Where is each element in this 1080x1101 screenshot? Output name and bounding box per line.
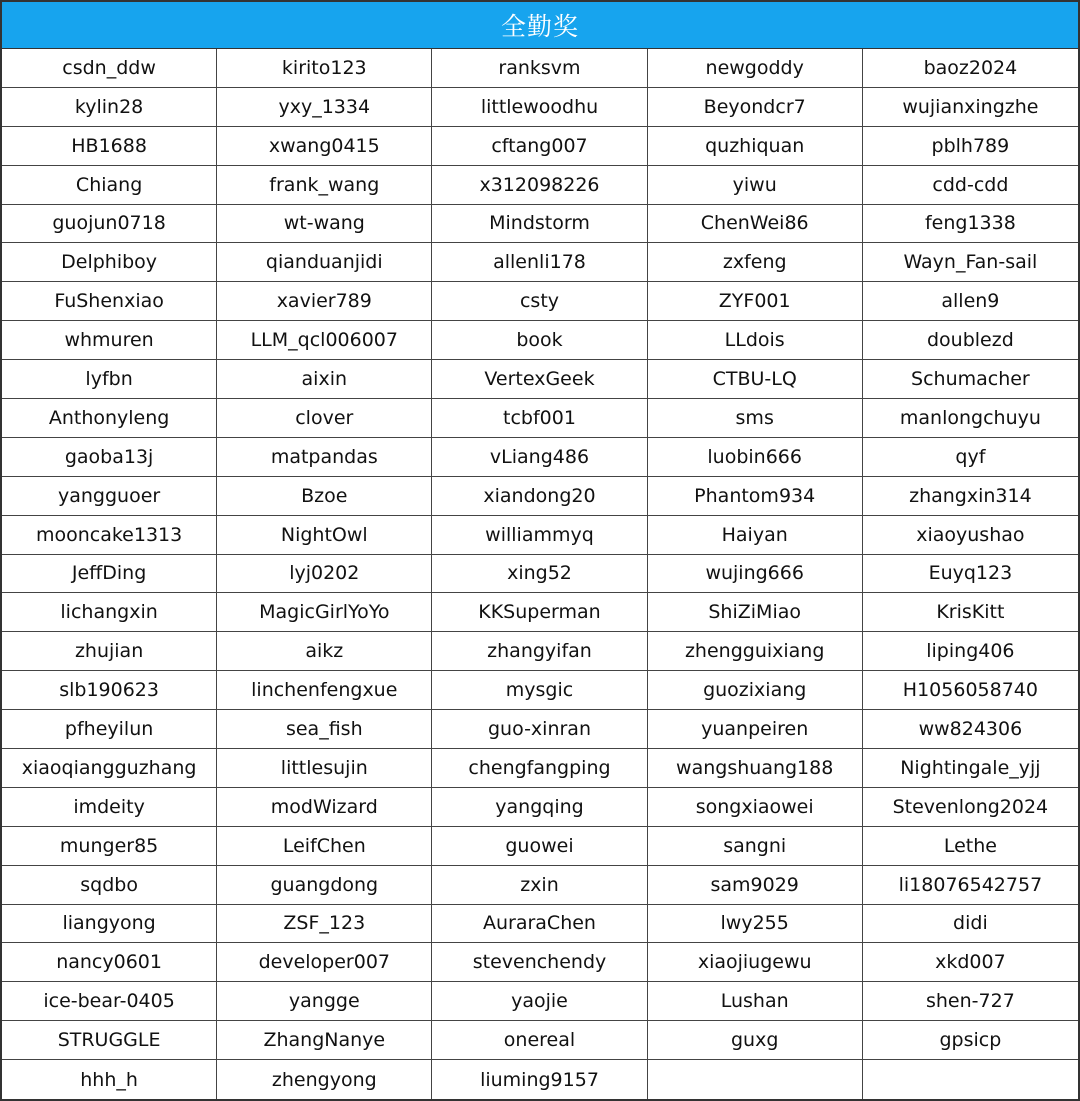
name-cell: mooncake1313 [2,516,217,555]
name-cell: guangdong [217,866,432,905]
name-cell: guowei [432,827,647,866]
name-cell: clover [217,399,432,438]
name-cell: ice-bear-0405 [2,982,217,1021]
name-cell: AuraraChen [432,905,647,944]
name-cell: imdeity [2,788,217,827]
name-cell: qianduanjidi [217,243,432,282]
name-cell: xiaoyushao [863,516,1078,555]
name-cell: gaoba13j [2,438,217,477]
empty-cell [648,1060,863,1099]
name-cell: sms [648,399,863,438]
name-cell: ww824306 [863,710,1078,749]
name-cell: yangguoer [2,477,217,516]
name-cell: VertexGeek [432,360,647,399]
name-cell: FuShenxiao [2,282,217,321]
name-cell: Stevenlong2024 [863,788,1078,827]
name-cell: MagicGirlYoYo [217,593,432,632]
name-cell: guxg [648,1021,863,1060]
name-cell: zhengyong [217,1060,432,1099]
name-cell: guozixiang [648,671,863,710]
name-cell: littlewoodhu [432,88,647,127]
empty-cell [863,1060,1078,1099]
award-title: 全勤奖 [2,2,1078,49]
name-cell: Beyondcr7 [648,88,863,127]
name-cell: gpsicp [863,1021,1078,1060]
name-cell: developer007 [217,943,432,982]
name-cell: frank_wang [217,166,432,205]
name-cell: Wayn_Fan-sail [863,243,1078,282]
name-cell: onereal [432,1021,647,1060]
name-cell: didi [863,905,1078,944]
name-cell: manlongchuyu [863,399,1078,438]
name-cell: Haiyan [648,516,863,555]
name-cell: Delphiboy [2,243,217,282]
name-cell: Phantom934 [648,477,863,516]
name-cell: Euyq123 [863,555,1078,594]
name-cell: xiaojiugewu [648,943,863,982]
name-cell: aikz [217,632,432,671]
name-cell: sangni [648,827,863,866]
name-cell: x312098226 [432,166,647,205]
name-cell: zxin [432,866,647,905]
name-cell: modWizard [217,788,432,827]
name-cell: KrisKitt [863,593,1078,632]
name-cell: guojun0718 [2,205,217,244]
name-cell: lichangxin [2,593,217,632]
name-cell: allenli178 [432,243,647,282]
name-cell: xkd007 [863,943,1078,982]
name-cell: luobin666 [648,438,863,477]
name-cell: wujianxingzhe [863,88,1078,127]
name-cell: quzhiquan [648,127,863,166]
name-cell: pblh789 [863,127,1078,166]
name-cell: cdd-cdd [863,166,1078,205]
name-cell: qyf [863,438,1078,477]
name-cell: sqdbo [2,866,217,905]
name-cell: linchenfengxue [217,671,432,710]
name-cell: littlesujin [217,749,432,788]
name-cell: xing52 [432,555,647,594]
name-cell: KKSuperman [432,593,647,632]
name-cell: guo-xinran [432,710,647,749]
name-cell: cftang007 [432,127,647,166]
name-cell: chengfangping [432,749,647,788]
name-cell: ZYF001 [648,282,863,321]
name-cell: wujing666 [648,555,863,594]
name-cell: ranksvm [432,49,647,88]
name-cell: xiandong20 [432,477,647,516]
name-cell: NightOwl [217,516,432,555]
name-cell: li18076542757 [863,866,1078,905]
name-cell: liuming9157 [432,1060,647,1099]
name-cell: songxiaowei [648,788,863,827]
name-cell: Mindstorm [432,205,647,244]
name-cell: JeffDing [2,555,217,594]
name-cell: lwy255 [648,905,863,944]
name-cell: vLiang486 [432,438,647,477]
name-cell: Lushan [648,982,863,1021]
name-cell: xwang0415 [217,127,432,166]
name-grid [2,49,1078,1099]
name-cell: williammyq [432,516,647,555]
name-cell: yiwu [648,166,863,205]
name-cell: xiaoqiangguzhang [2,749,217,788]
name-cell: shen-727 [863,982,1078,1021]
name-cell: sam9029 [648,866,863,905]
name-cell: LeifChen [217,827,432,866]
name-cell: wt-wang [217,205,432,244]
name-cell: STRUGGLE [2,1021,217,1060]
name-cell: stevenchendy [432,943,647,982]
name-cell: CTBU-LQ [648,360,863,399]
name-cell: newgoddy [648,49,863,88]
name-cell: csty [432,282,647,321]
name-cell: book [432,321,647,360]
name-cell: Nightingale_yjj [863,749,1078,788]
name-cell: zhujian [2,632,217,671]
name-cell: matpandas [217,438,432,477]
name-cell: Bzoe [217,477,432,516]
name-cell: yangqing [432,788,647,827]
name-cell: baoz2024 [863,49,1078,88]
name-cell: yxy_1334 [217,88,432,127]
name-cell: ZSF_123 [217,905,432,944]
name-cell: doublezd [863,321,1078,360]
name-cell: ShiZiMiao [648,593,863,632]
name-cell: LLdois [648,321,863,360]
name-cell: yaojie [432,982,647,1021]
name-cell: ChenWei86 [648,205,863,244]
name-cell: sea_fish [217,710,432,749]
name-cell: liangyong [2,905,217,944]
name-cell: zhangxin314 [863,477,1078,516]
name-cell: zhangyifan [432,632,647,671]
name-cell: liping406 [863,632,1078,671]
name-cell: munger85 [2,827,217,866]
name-cell: xavier789 [217,282,432,321]
name-cell: kirito123 [217,49,432,88]
name-cell: yangge [217,982,432,1021]
name-cell: Anthonyleng [2,399,217,438]
name-cell: zhengguixiang [648,632,863,671]
name-cell: Schumacher [863,360,1078,399]
name-cell: nancy0601 [2,943,217,982]
name-cell: mysgic [432,671,647,710]
name-cell: lyj0202 [217,555,432,594]
name-cell: pfheyilun [2,710,217,749]
name-cell: yuanpeiren [648,710,863,749]
name-cell: H1056058740 [863,671,1078,710]
name-cell: wangshuang188 [648,749,863,788]
name-cell: Chiang [2,166,217,205]
name-cell: aixin [217,360,432,399]
name-cell: LLM_qcl006007 [217,321,432,360]
name-cell: csdn_ddw [2,49,217,88]
name-cell: hhh_h [2,1060,217,1099]
name-cell: whmuren [2,321,217,360]
name-cell: ZhangNanye [217,1021,432,1060]
name-cell: Lethe [863,827,1078,866]
name-cell: lyfbn [2,360,217,399]
name-cell: HB1688 [2,127,217,166]
name-cell: allen9 [863,282,1078,321]
name-cell: kylin28 [2,88,217,127]
name-cell: feng1338 [863,205,1078,244]
name-cell: tcbf001 [432,399,647,438]
name-cell: slb190623 [2,671,217,710]
name-cell: zxfeng [648,243,863,282]
